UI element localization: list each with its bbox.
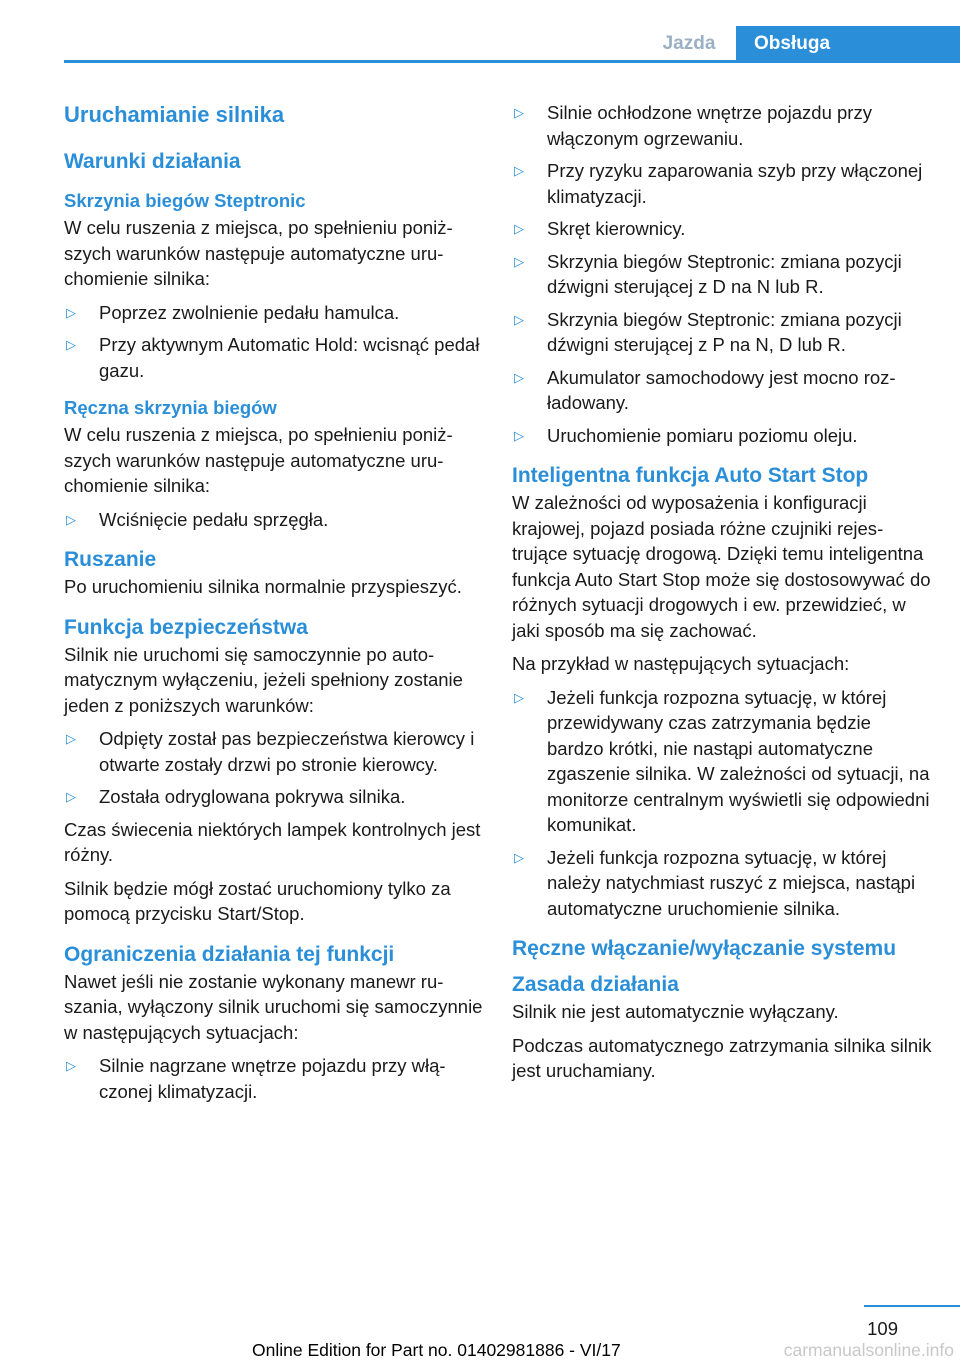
list-item xyxy=(512,249,932,300)
list-item-text: Skrzynia biegów Steptronic: zmiana pozycji dźwigni sterującej z P na N, D lub R. xyxy=(547,308,902,355)
list-item-text: Jeżeli funkcja rozpozna sytuację, w której przewidywany czas zatrzymania będzie bardzo krótki, nie nastąpi automatyczne zgaszenie silnika. W zależności od sytuacji, na monitorze centralnym wyświetli się odpowiedni komunikat. xyxy=(547,686,930,835)
list-item xyxy=(512,423,932,449)
list-item-text: Skręt kierownicy. xyxy=(547,218,686,239)
heading-ruszanie: Ruszanie xyxy=(64,548,157,571)
triangle-bullet-icon: ▷ xyxy=(514,427,524,443)
edition-line: Online Edition for Part no. 01402981886 - VI/17 xyxy=(252,1340,621,1360)
paragraph-ograniczenia: Nawet jeśli nie zostanie wykonany manewr ruszania, wyłączony silnik uruchomi się samoczynnie w następujących sytuacjach: xyxy=(64,970,483,1043)
list-reczna xyxy=(64,507,484,533)
tab-jazda[interactable]: Jazda xyxy=(662,33,716,54)
triangle-bullet-icon: ▷ xyxy=(514,849,524,865)
list-ograniczenia xyxy=(64,1053,484,1104)
list-item xyxy=(512,845,932,922)
header-tabs xyxy=(642,26,960,62)
list-item xyxy=(64,507,484,533)
list-item xyxy=(64,300,484,326)
heading-inteligentna-funkcja: Inteligentna funkcja Auto Start Stop xyxy=(512,464,869,487)
paragraph-inteligentna: W zależności od wyposażenia i konfiguracji krajowej, pojazd posiada różne czujniki rejestrujące sytuację drogową. Dzięki temu inteligentna funkcja Auto Start Stop może się dostosowywać do różnych sytuacji drogowych i ew. przewidzieć, w jaki sposób ma się zachować. xyxy=(512,492,931,641)
list-item-text: Przy aktywnym Automatic Hold: wcisnąć pedał gazu. xyxy=(99,334,480,381)
list-item-text: Poprzez zwolnienie pedału hamulca. xyxy=(99,301,400,323)
list-item xyxy=(64,784,484,810)
list-item xyxy=(64,332,484,383)
list-funkcja xyxy=(64,726,484,810)
list-item xyxy=(512,100,932,151)
list-item xyxy=(512,307,932,358)
list-item xyxy=(512,685,932,838)
heading-zasada-dzialania: Zasada działania xyxy=(512,973,679,996)
paragraph-czas-swiecenia: Czas świecenia niektórych lampek kontrolnych jest różny. xyxy=(64,818,481,865)
triangle-bullet-icon: ▷ xyxy=(66,731,76,746)
triangle-bullet-icon: ▷ xyxy=(66,789,76,804)
triangle-bullet-icon: ▷ xyxy=(514,253,524,269)
paragraph-funkcja: Silnik nie uruchomi się samoczynnie po automatycznym wyłączeniu, jeżeli spełniony zostanie jeden z poniższych warunków: xyxy=(64,643,463,716)
list-item xyxy=(512,216,932,242)
list-item-text: Skrzynia biegów Steptronic: zmiana pozycji dźwigni sterującej z D na N lub R. xyxy=(547,250,902,297)
header-rule xyxy=(64,60,960,63)
list-item xyxy=(64,1053,484,1104)
paragraph-na-przyklad: Na przykład w następujących sytuacjach: xyxy=(512,653,850,674)
paragraph-start-stop: Silnik będzie mógł zostać uruchomiony tylko za pomocą przycisku Start/Stop. xyxy=(64,877,451,924)
heading-skrzynia-steptronic: Skrzynia biegów Steptronic xyxy=(64,190,306,211)
list-item-text: Uruchomienie pomiaru poziomu oleju. xyxy=(547,424,858,446)
triangle-bullet-icon: ▷ xyxy=(514,221,524,236)
triangle-bullet-icon: ▷ xyxy=(66,337,76,352)
page-number: 109 xyxy=(867,1318,898,1339)
triangle-bullet-icon: ▷ xyxy=(514,311,524,327)
list-item xyxy=(512,365,932,416)
heading-reczne-wlaczanie: Ręczne włączanie/wyłączanie systemu xyxy=(512,937,897,960)
footer-rule xyxy=(864,1305,960,1307)
list-item-text: Została odryglowana pokrywa silnika. xyxy=(99,786,406,807)
triangle-bullet-icon: ▷ xyxy=(514,369,524,385)
paragraph-zasada-1: Silnik nie jest automatycznie wyłączany. xyxy=(512,1001,839,1022)
list-item-text: Przy ryzyku zaparowania szyb przy włączonej klimatyzacji. xyxy=(547,160,923,207)
list-sytuacje xyxy=(512,685,932,922)
heading-funkcja-bezpieczenstwa: Funkcja bezpieczeństwa xyxy=(64,615,308,639)
triangle-bullet-icon: ▷ xyxy=(66,1058,76,1073)
triangle-bullet-icon: ▷ xyxy=(514,689,524,705)
list-steptronic xyxy=(64,300,484,384)
list-ograniczenia-continued xyxy=(512,100,932,448)
list-item-text: Akumulator samochodowy jest mocno rozładowany. xyxy=(547,366,896,413)
heading-uruchamianie-silnika: Uruchamianie silnika xyxy=(64,102,285,127)
list-item-text: Jeżeli funkcja rozpozna sytuację, w której należy natychmiast ruszyć z miejsca, nastąpi automatyczne uruchomienie silnika. xyxy=(547,846,916,919)
heading-reczna-skrzynia: Ręczna skrzynia biegów xyxy=(64,397,277,418)
left-column xyxy=(64,100,484,1116)
paragraph-ruszanie: Po uruchomieniu silnika normalnie przyspieszyć. xyxy=(64,576,462,597)
paragraph-reczna: W celu ruszenia z miejsca, po spełnieniu poniższych warunków następuje automatyczne uruchomienie silnika: xyxy=(64,424,453,496)
tab-obsluga[interactable]: Obsługa xyxy=(736,26,960,62)
triangle-bullet-icon: ▷ xyxy=(514,163,524,178)
list-item-text: Odpięty został pas bezpieczeństwa kierowcy i otwarte zostały drzwi po stronie kierowcy. xyxy=(99,728,475,775)
heading-warunki-dzialania: Warunki działania xyxy=(64,150,241,173)
triangle-bullet-icon: ▷ xyxy=(514,105,524,120)
paragraph-steptronic: W celu ruszenia z miejsca, po spełnieniu poniższych warunków następuje automatyczne uruchomienie silnika: xyxy=(64,217,453,289)
paragraph-zasada-2: Podczas automatycznego zatrzymania silnika silnik jest uruchamiany. xyxy=(512,1034,932,1081)
list-item-text: Wciśnięcie pedału sprzęgła. xyxy=(99,508,329,530)
list-item-text: Silnie ochłodzone wnętrze pojazdu przy włączonym ogrzewaniu. xyxy=(547,102,872,149)
list-item xyxy=(64,726,484,777)
triangle-bullet-icon: ▷ xyxy=(66,511,76,527)
heading-ograniczenia: Ograniczenia działania tej funkcji xyxy=(64,942,395,966)
list-item-text: Silnie nagrzane wnętrze pojazdu przy włączonej klimatyzacji. xyxy=(99,1055,446,1102)
right-column xyxy=(512,100,932,1092)
triangle-bullet-icon: ▷ xyxy=(66,304,76,320)
list-item xyxy=(512,158,932,209)
watermark: carmanualsonline.info xyxy=(783,1340,954,1360)
